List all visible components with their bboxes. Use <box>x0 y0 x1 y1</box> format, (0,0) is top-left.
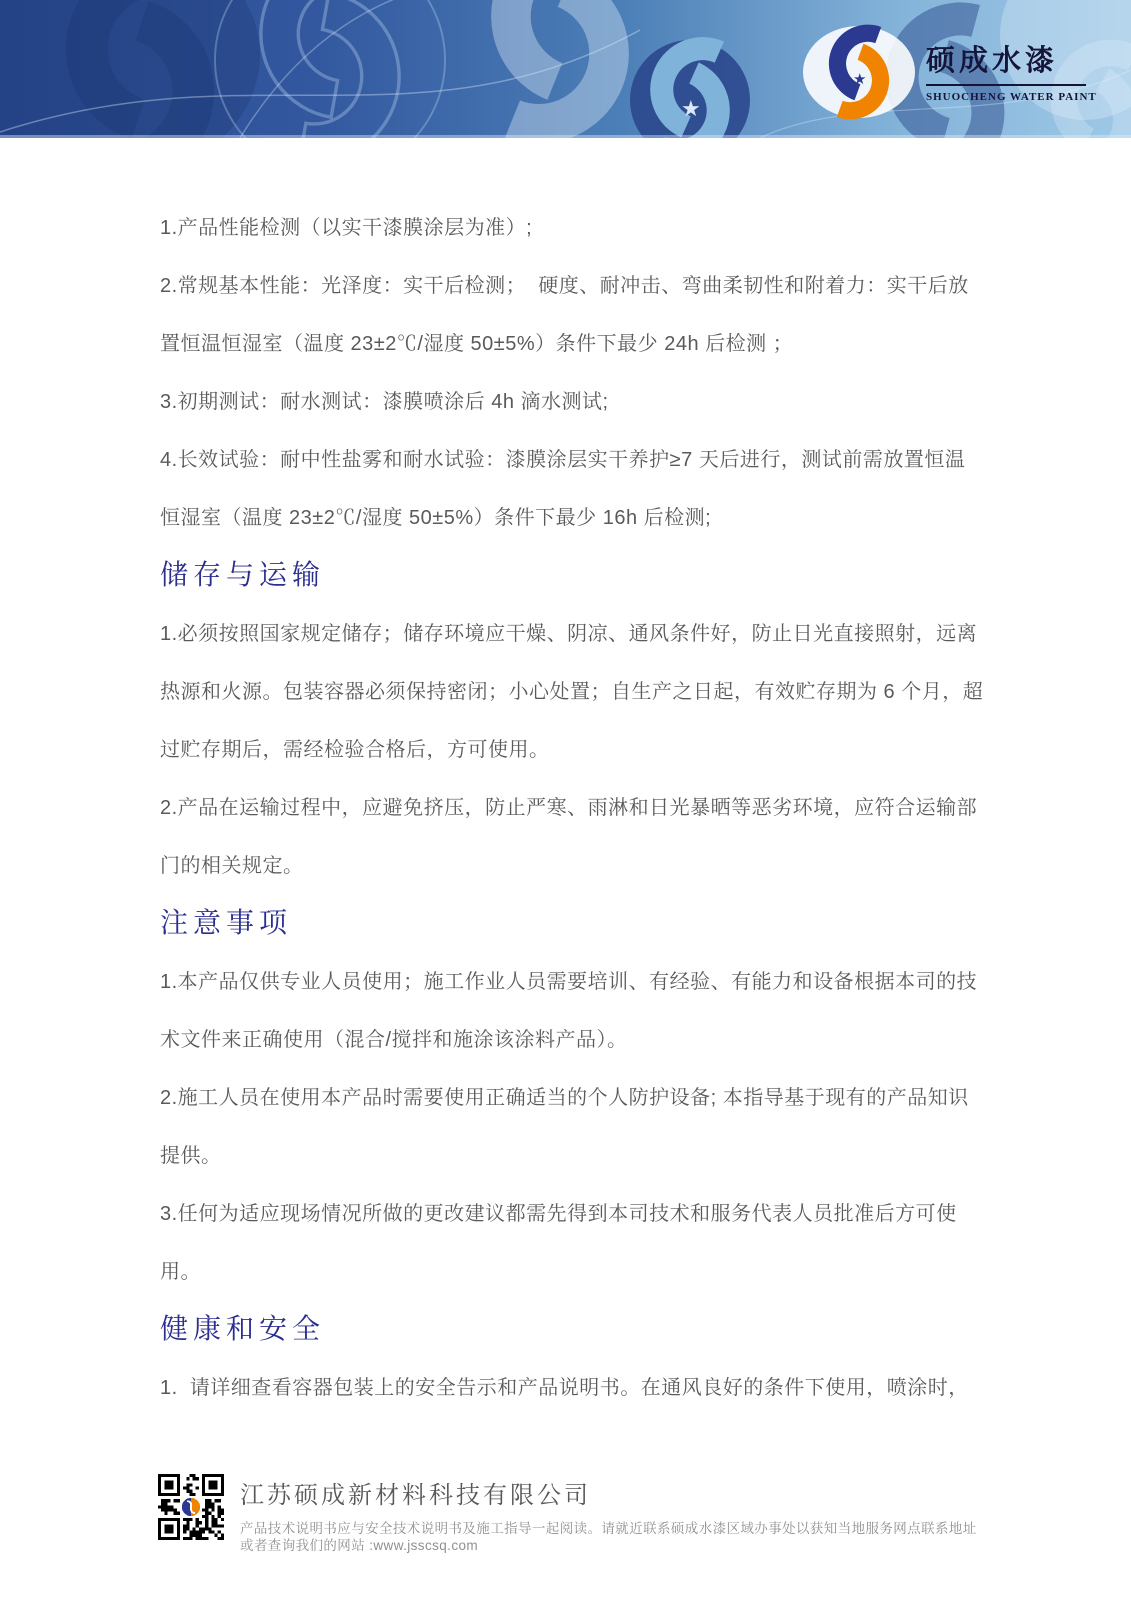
paragraph-line: 过贮存期后，需经检验合格后，方可使用。 <box>160 738 550 761</box>
paragraph-line: 2.产品在运输过程中，应避免挤压，防止严寒、雨淋和日光暴晒等恶劣环境，应符合运输部 <box>160 796 978 819</box>
paragraph-line: 2.施工人员在使用本产品时需要使用正确适当的个人防护设备; 本指导基于现有的产品知识 <box>160 1086 969 1109</box>
company-name: 江苏硕成新材料科技有限公司 <box>240 1482 591 1509</box>
footer-note-line1: 产品技术说明书应与安全技术说明书及施工指导一起阅读。请就近联系硕成水漆区域办事处以获知当地服务网点联系地址 <box>240 1521 977 1536</box>
paragraph-line: 1.产品性能检测（以实干漆膜涂层为准）; <box>160 216 533 239</box>
section-heading-storage-transport: 储存与运输 <box>160 559 326 590</box>
brand-name-cn: 硕成水漆 <box>926 45 1059 77</box>
footer-text-block <box>240 1474 977 1554</box>
paragraph-line: 4.长效试验：耐中性盐雾和耐水试验：漆膜涂层实干养护≥7 天后进行，测试前需放置恒温 <box>160 448 966 471</box>
paragraph-line: 术文件来正确使用（混合/搅拌和施涂该涂料产品）。 <box>160 1028 628 1051</box>
brand-underline <box>926 84 1086 86</box>
paragraph-line: 置恒温恒湿室（温度 23±2℃/湿度 50±5%）条件下最少 24h 后检测 ； <box>160 332 794 355</box>
paragraph-line: 2.常规基本性能：光泽度：实干后检测； 硬度、耐冲击、弯曲柔韧性和附着力：实干后放 <box>160 274 969 297</box>
paragraph-line: 3.初期测试：耐水测试：漆膜喷涂后 4h 滴水测试; <box>160 390 609 413</box>
paragraph-line: 门的相关规定。 <box>160 854 304 877</box>
paragraph-line: 热源和火源。包装容器必须保持密闭；小心处置；自生产之日起，有效贮存期为 6 个月，超 <box>160 680 984 703</box>
section-heading-precautions: 注意事项 <box>160 907 293 938</box>
brand-logo <box>801 22 1097 122</box>
paragraph-line: 提供。 <box>160 1144 222 1167</box>
brand-name-en: SHUOCHENG WATER PAINT <box>926 91 1097 103</box>
paragraph-line: 1.本产品仅供专业人员使用；施工作业人员需要培训、有经验、有能力和设备根据本司的技 <box>160 970 978 993</box>
brand-s-logo-icon <box>801 22 921 122</box>
svg-text:★: ★ <box>853 71 867 88</box>
footer-notes <box>240 1520 977 1554</box>
paragraph-line: 用。 <box>160 1260 201 1283</box>
paragraph-line: 3.任何为适应现场情况所做的更改建议都需先得到本司技术和服务代表人员批准后方可使 <box>160 1202 957 1225</box>
paragraph-line: 恒湿室（温度 23±2℃/湿度 50±5%）条件下最少 16h 后检测; <box>160 506 712 529</box>
svg-text:★: ★ <box>681 96 701 121</box>
header-banner <box>0 0 1131 138</box>
footer-note-line2: 或者查询我们的网站 :www.jsscsq.com <box>240 1538 479 1553</box>
paragraph-line: 1. 请详细查看容器包装上的安全告示和产品说明书。在通风良好的条件下使用，喷涂时， <box>160 1376 969 1399</box>
qr-code-icon <box>158 1474 224 1540</box>
document-body <box>160 196 996 1414</box>
paragraph-line: 1.必须按照国家规定储存；储存环境应干燥、阴凉、通风条件好，防止日光直接照射，远离 <box>160 622 978 645</box>
section-heading-health-safety: 健康和安全 <box>160 1313 326 1344</box>
brand-text-block <box>926 38 1097 103</box>
page-footer <box>158 1474 998 1554</box>
